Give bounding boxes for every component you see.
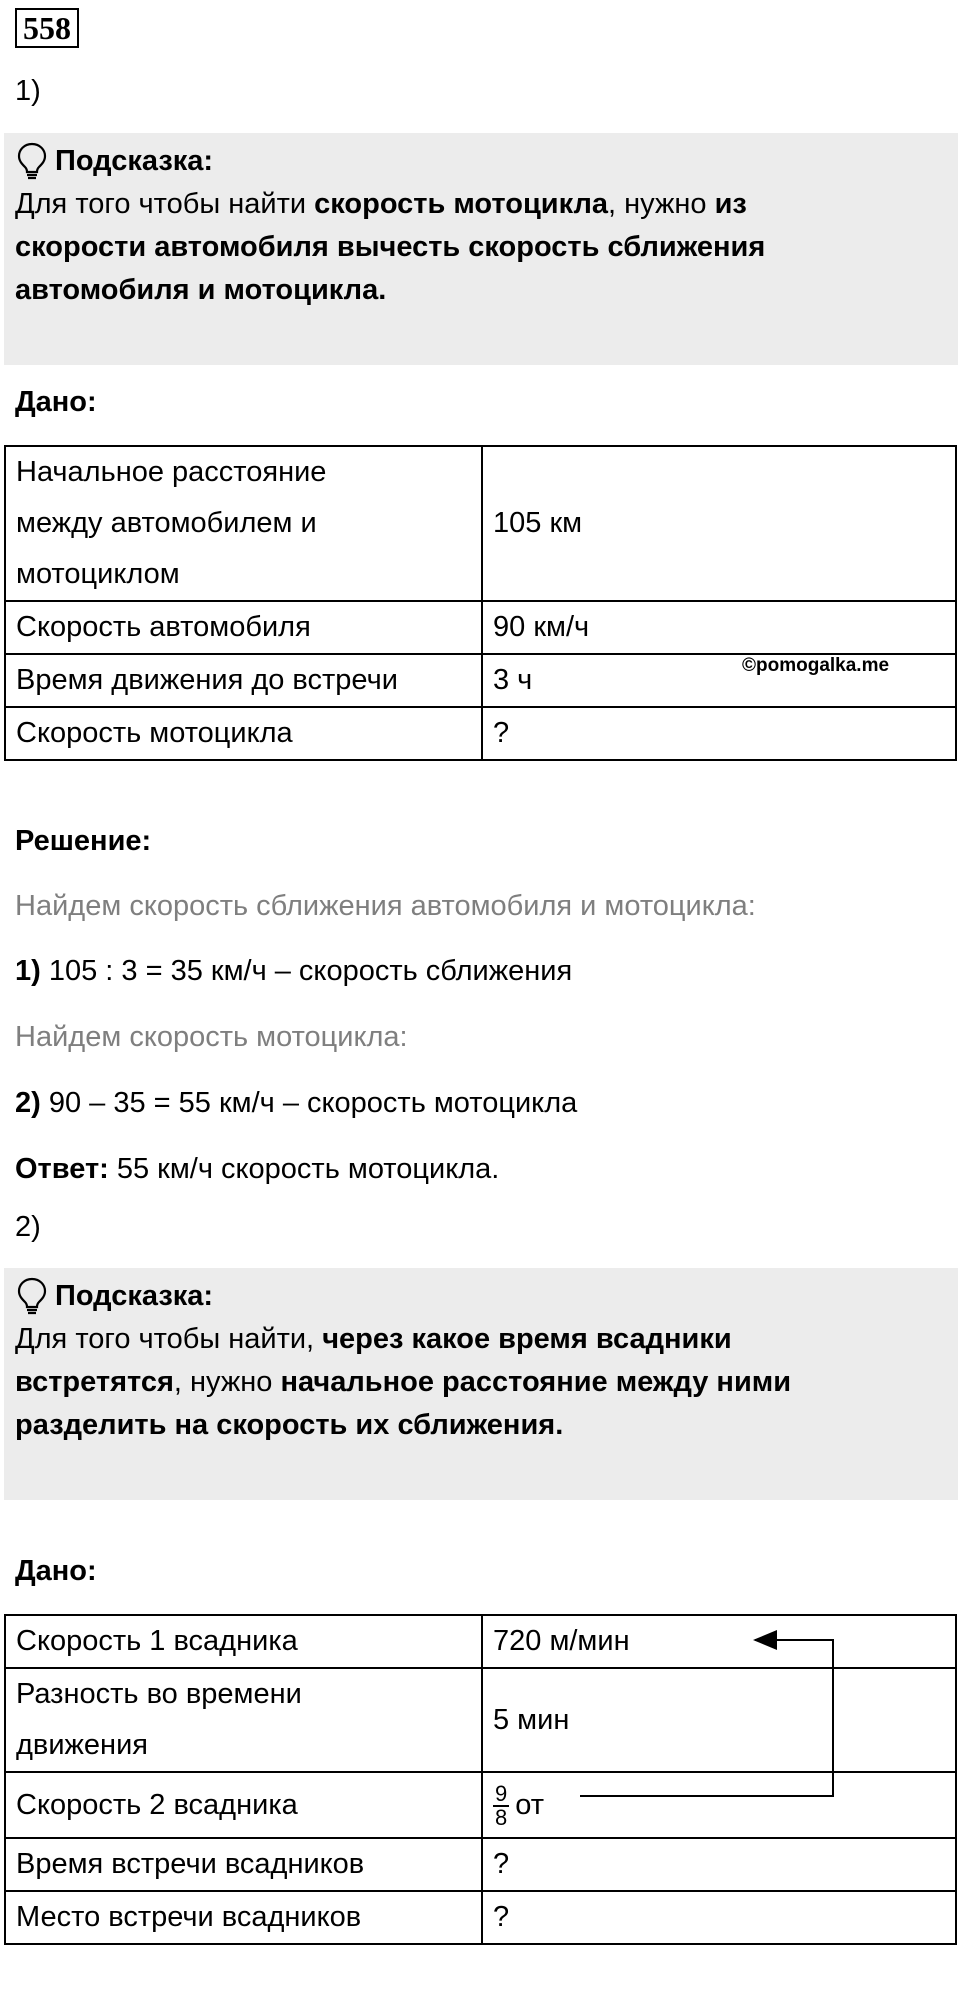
hint-box-2 (4, 1268, 958, 1500)
table-cell-label: Скорость 1 всадника (5, 1615, 482, 1668)
hint-text-bold: через какое время всадники (322, 1323, 732, 1355)
hint-body (15, 183, 947, 312)
hint-text-bold: встретятся (15, 1366, 174, 1398)
table-cell-value: ? (482, 1838, 956, 1891)
solution-note-1: Найдем скорость сближения автомобиля и мотоцикла: (15, 890, 756, 922)
problem-number: 558 (15, 8, 79, 48)
lightbulb-icon (15, 141, 49, 181)
table-row (5, 1838, 956, 1891)
answer-text: 55 км/ч скорость мотоцикла. (108, 1153, 500, 1185)
step-number: 1) (15, 955, 41, 987)
hint-title-row (15, 1274, 947, 1318)
hint-title: Подсказка: (55, 1279, 214, 1312)
hint-text-bold: разделить на скорость их сближения. (15, 1409, 564, 1441)
hint-text: Для того чтобы найти (15, 188, 315, 220)
table-row (5, 1891, 956, 1944)
hint-text-bold: скорости автомобиля вычесть скорость сближения (15, 231, 766, 263)
table-cell-label: Время встречи всадников (5, 1838, 482, 1891)
table-cell-value: 105 км (482, 446, 956, 601)
table-cell-label: Время движения до встречи (5, 654, 482, 707)
table-row (5, 1615, 956, 1668)
hint-text-bold: начальное расстояние между ними (280, 1366, 792, 1398)
hint-box-1 (4, 133, 958, 365)
table-row (5, 1668, 956, 1772)
table-cell-label: Скорость 2 всадника (5, 1772, 482, 1838)
hint-title-row (15, 139, 947, 183)
solution-note-2: Найдем скорость мотоцикла: (15, 1021, 408, 1053)
lightbulb-icon (15, 1276, 49, 1316)
table-cell-label (5, 1668, 482, 1772)
table-cell-value: 3 ч (482, 654, 956, 707)
table-row (5, 601, 956, 654)
cell-line: Разность во времени (16, 1678, 302, 1710)
table-cell-value: ? (482, 707, 956, 760)
value-text: от (515, 1788, 545, 1821)
table-row (5, 446, 956, 601)
table-cell-label: Скорость автомобиля (5, 601, 482, 654)
fraction-denominator: 8 (495, 1804, 508, 1830)
watermark: ©pomogalka.me (742, 655, 890, 676)
table-row (5, 707, 956, 760)
answer-label: Ответ: (15, 1153, 109, 1185)
cell-line: между автомобилем и (16, 507, 317, 539)
solution-title: Решение: (15, 825, 152, 857)
step-text: 90 – 35 = 55 км/ч – скорость мотоцикла (40, 1087, 578, 1119)
given-table-1 (4, 445, 957, 761)
solution-step-2 (15, 1082, 577, 1124)
fraction (493, 1780, 509, 1830)
given-title-2: Дано: (15, 1555, 97, 1587)
hint-text-bold: автомобиля и мотоцикла. (15, 274, 387, 306)
table-cell-value: ? (482, 1891, 956, 1944)
table-cell-value: 5 мин (482, 1668, 956, 1772)
given-table-2 (4, 1614, 957, 1945)
step-text: 105 : 3 = 35 км/ч – скорость сближения (40, 955, 573, 987)
cell-line: движения (16, 1729, 148, 1761)
table-cell-label: Место встречи всадников (5, 1891, 482, 1944)
hint-text: Для того чтобы найти, (15, 1323, 323, 1355)
hint-body (15, 1318, 947, 1447)
hint-text-bold: из (714, 188, 747, 220)
hint-text: , нужно (173, 1366, 281, 1398)
solution-step-1 (15, 950, 572, 992)
hint-text: , нужно (608, 188, 715, 220)
fraction-numerator: 9 (495, 1780, 508, 1806)
hint-title: Подсказка: (55, 144, 214, 177)
hint-text-bold: скорость мотоцикла (314, 188, 609, 220)
table-cell-value (482, 1772, 956, 1838)
table-cell-value: 720 м/мин (482, 1615, 956, 1668)
given-title-1: Дано: (15, 386, 97, 418)
answer (15, 1148, 499, 1190)
table-cell-label (5, 446, 482, 601)
table-cell-value: 90 км/ч (482, 601, 956, 654)
cell-line: мотоциклом (16, 558, 180, 590)
table-cell-label: Скорость мотоцикла (5, 707, 482, 760)
part-1-label: 1) (15, 75, 41, 107)
cell-line: Начальное расстояние (16, 456, 327, 488)
part-2-label: 2) (15, 1211, 41, 1243)
step-number: 2) (15, 1087, 41, 1119)
table-row (5, 1772, 956, 1838)
